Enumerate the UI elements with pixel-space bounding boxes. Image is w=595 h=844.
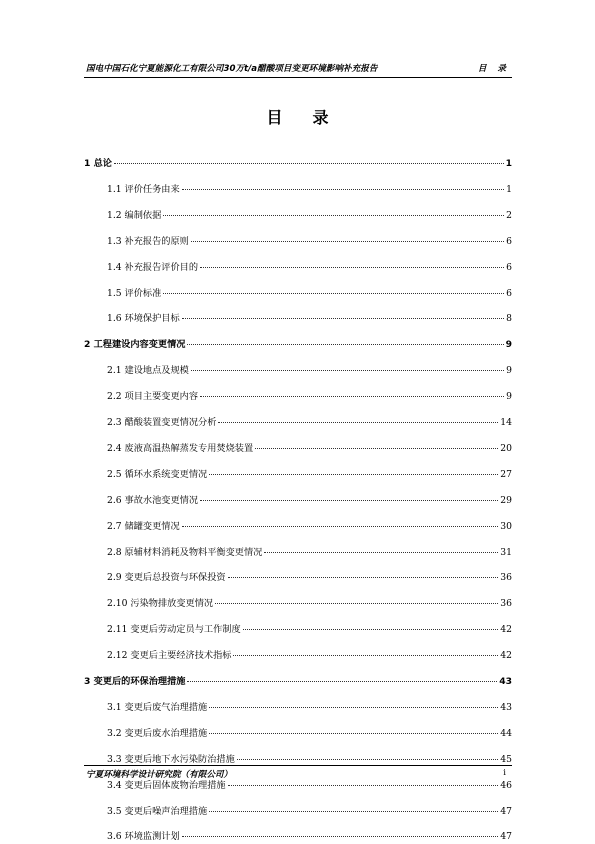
toc-entry-label: 2.9 变更后总投资与环保投资 [107, 572, 226, 584]
toc-entry-label: 1 总论 [84, 158, 112, 169]
toc-section-entry[interactable] [107, 259, 512, 275]
toc-entry-label: 2.1 建设地点及规模 [107, 365, 189, 377]
toc-page-number: 36 [500, 598, 512, 610]
toc-section-entry[interactable] [107, 310, 512, 326]
toc-page-number: 47 [500, 805, 512, 817]
toc-section-entry[interactable] [107, 569, 512, 585]
toc-page-number: 1 [506, 183, 512, 195]
toc-entry-label: 1.6 环境保护目标 [107, 313, 180, 325]
toc-section-entry[interactable] [107, 492, 512, 508]
toc-page-number: 45 [500, 753, 512, 765]
toc-entry-label: 2 工程建设内容变更情况 [84, 339, 186, 351]
toc-entry-label: 2.8 原辅材料消耗及物料平衡变更情况 [107, 546, 263, 558]
toc-entry-label: 1.4 补充报告评价目的 [107, 261, 199, 273]
running-header [84, 62, 512, 76]
toc-dot-leader [209, 707, 498, 708]
toc-section-entry[interactable] [107, 414, 512, 430]
toc-section-entry[interactable] [107, 466, 512, 482]
toc-page-number: 14 [500, 417, 512, 428]
toc-entry-label: 1.3 补充报告的原则 [107, 235, 189, 247]
toc-entry-label: 3.6 环境监测计划 [107, 831, 180, 843]
toc-page-number: 31 [500, 546, 512, 558]
toc-entry-label: 1.5 评价标准 [107, 287, 162, 299]
toc-entry-label: 3.1 变更后废气治理措施 [107, 701, 208, 713]
page-title: 目录 [266, 108, 359, 127]
toc-section-entry[interactable] [107, 595, 512, 611]
toc-dot-leader [243, 629, 499, 630]
toc-page-number: 44 [500, 727, 512, 739]
toc-page-number: 6 [506, 287, 512, 299]
toc-dot-leader [187, 681, 497, 682]
toc-chapter-entry[interactable] [84, 673, 512, 689]
toc-section-entry[interactable] [107, 207, 512, 223]
toc-entry-label: 2.2 项目主要变更内容 [107, 391, 199, 403]
toc-entry-label: 2.4 废液高温热解蒸发专用焚烧装置 [107, 442, 254, 454]
toc-dot-leader [114, 163, 504, 164]
toc-page-number: 9 [506, 391, 512, 403]
toc-page-number: 6 [506, 261, 512, 273]
toc-section-entry[interactable] [107, 621, 512, 637]
toc-dot-leader [228, 577, 499, 578]
toc-page-number: 20 [500, 442, 512, 454]
toc-page-number: 42 [500, 650, 512, 662]
header-rule [84, 77, 512, 78]
toc-entry-label: 3.4 变更后固体废物治理措施 [107, 779, 226, 791]
toc-entry-label: 2.7 储罐变更情况 [107, 520, 180, 532]
toc-dot-leader [163, 293, 504, 294]
toc-page-number: 2 [506, 209, 512, 221]
toc-section-entry[interactable] [107, 518, 512, 534]
toc-dot-leader [187, 344, 503, 345]
toc-section-entry[interactable] [107, 181, 512, 197]
toc-dot-leader [215, 603, 498, 604]
toc-section-entry[interactable] [107, 699, 512, 715]
toc-dot-leader [182, 526, 499, 527]
toc-entry-label: 2.3 醋酸装置变更情况分析 [107, 417, 217, 428]
running-footer [84, 768, 512, 782]
toc-dot-leader [191, 241, 504, 242]
toc-dot-leader [191, 370, 504, 371]
toc-entry-label: 3.5 变更后噪声治理措施 [107, 805, 208, 817]
toc-entry-label: 3.3 变更后地下水污染防治措施 [107, 753, 235, 765]
toc-entry-label: 2.10 污染物排放变更情况 [107, 598, 214, 610]
toc-dot-leader [163, 215, 504, 216]
toc-page-number: 29 [500, 494, 512, 506]
toc-entry-label: 2.12 变更后主要经济技术指标 [107, 650, 232, 662]
toc-section-entry[interactable] [107, 285, 512, 301]
toc-page-number: 47 [500, 831, 512, 843]
toc-page-number: 9 [506, 365, 512, 377]
toc-dot-leader [182, 836, 499, 837]
toc-dot-leader [209, 811, 498, 812]
toc-page-number: 9 [505, 339, 512, 351]
header-section-label: 目 录 [477, 64, 506, 74]
toc-page-number: 46 [500, 779, 512, 791]
toc-dot-leader [182, 318, 504, 319]
toc-dot-leader [264, 552, 498, 553]
toc-page-number: 43 [500, 701, 512, 713]
header-report-title: 国电中国石化宁夏能源化工有限公司30万t/a醋酸项目变更环境影响补充报告 [86, 64, 378, 74]
toc-page-number: 30 [500, 520, 512, 532]
toc-dot-leader [209, 733, 498, 734]
footer-page-number: i [503, 768, 506, 778]
toc-page-number: 27 [500, 468, 512, 480]
toc-dot-leader [200, 396, 504, 397]
toc-page-number: 36 [500, 572, 512, 584]
toc-dot-leader [200, 500, 498, 501]
toc-page-number: 1 [505, 158, 512, 169]
toc-dot-leader [209, 474, 498, 475]
toc-section-entry[interactable] [107, 544, 512, 560]
toc-entry-label: 3.2 变更后废水治理措施 [107, 727, 208, 739]
toc-entry-label: 3 变更后的环保治理措施 [84, 676, 186, 687]
toc-dot-leader [255, 448, 498, 449]
toc-dot-leader [233, 655, 498, 656]
toc-entry-label: 1.2 编制依据 [107, 209, 162, 221]
toc-page-number: 6 [506, 235, 512, 247]
toc-section-entry[interactable] [107, 233, 512, 249]
toc-page-number: 42 [500, 624, 512, 636]
toc-dot-leader [237, 759, 499, 760]
toc-section-entry[interactable] [107, 388, 512, 404]
toc-section-entry[interactable] [107, 803, 512, 819]
toc-dot-leader [182, 189, 504, 190]
toc-entry-label: 2.6 事故水池变更情况 [107, 494, 199, 506]
toc-page-number: 43 [499, 676, 512, 687]
toc-entry-label: 1.1 评价任务由来 [107, 183, 180, 195]
toc-dot-leader [218, 422, 498, 423]
toc-page-number: 8 [506, 313, 512, 325]
toc-dot-leader [228, 785, 499, 786]
footer-institute: 宁夏环境科学设计研究院（有限公司） [86, 770, 233, 780]
toc-section-entry[interactable] [107, 725, 512, 741]
toc-entry-label: 2.5 循环水系统变更情况 [107, 468, 208, 480]
toc-section-entry[interactable] [107, 440, 512, 456]
toc-entry-label: 2.11 变更后劳动定员与工作制度 [107, 624, 241, 636]
toc-dot-leader [200, 267, 504, 268]
toc-section-entry[interactable] [107, 647, 512, 663]
toc-section-entry[interactable] [107, 362, 512, 378]
toc-chapter-entry[interactable] [84, 155, 512, 171]
toc-chapter-entry[interactable] [84, 336, 512, 352]
footer-rule [84, 765, 512, 766]
